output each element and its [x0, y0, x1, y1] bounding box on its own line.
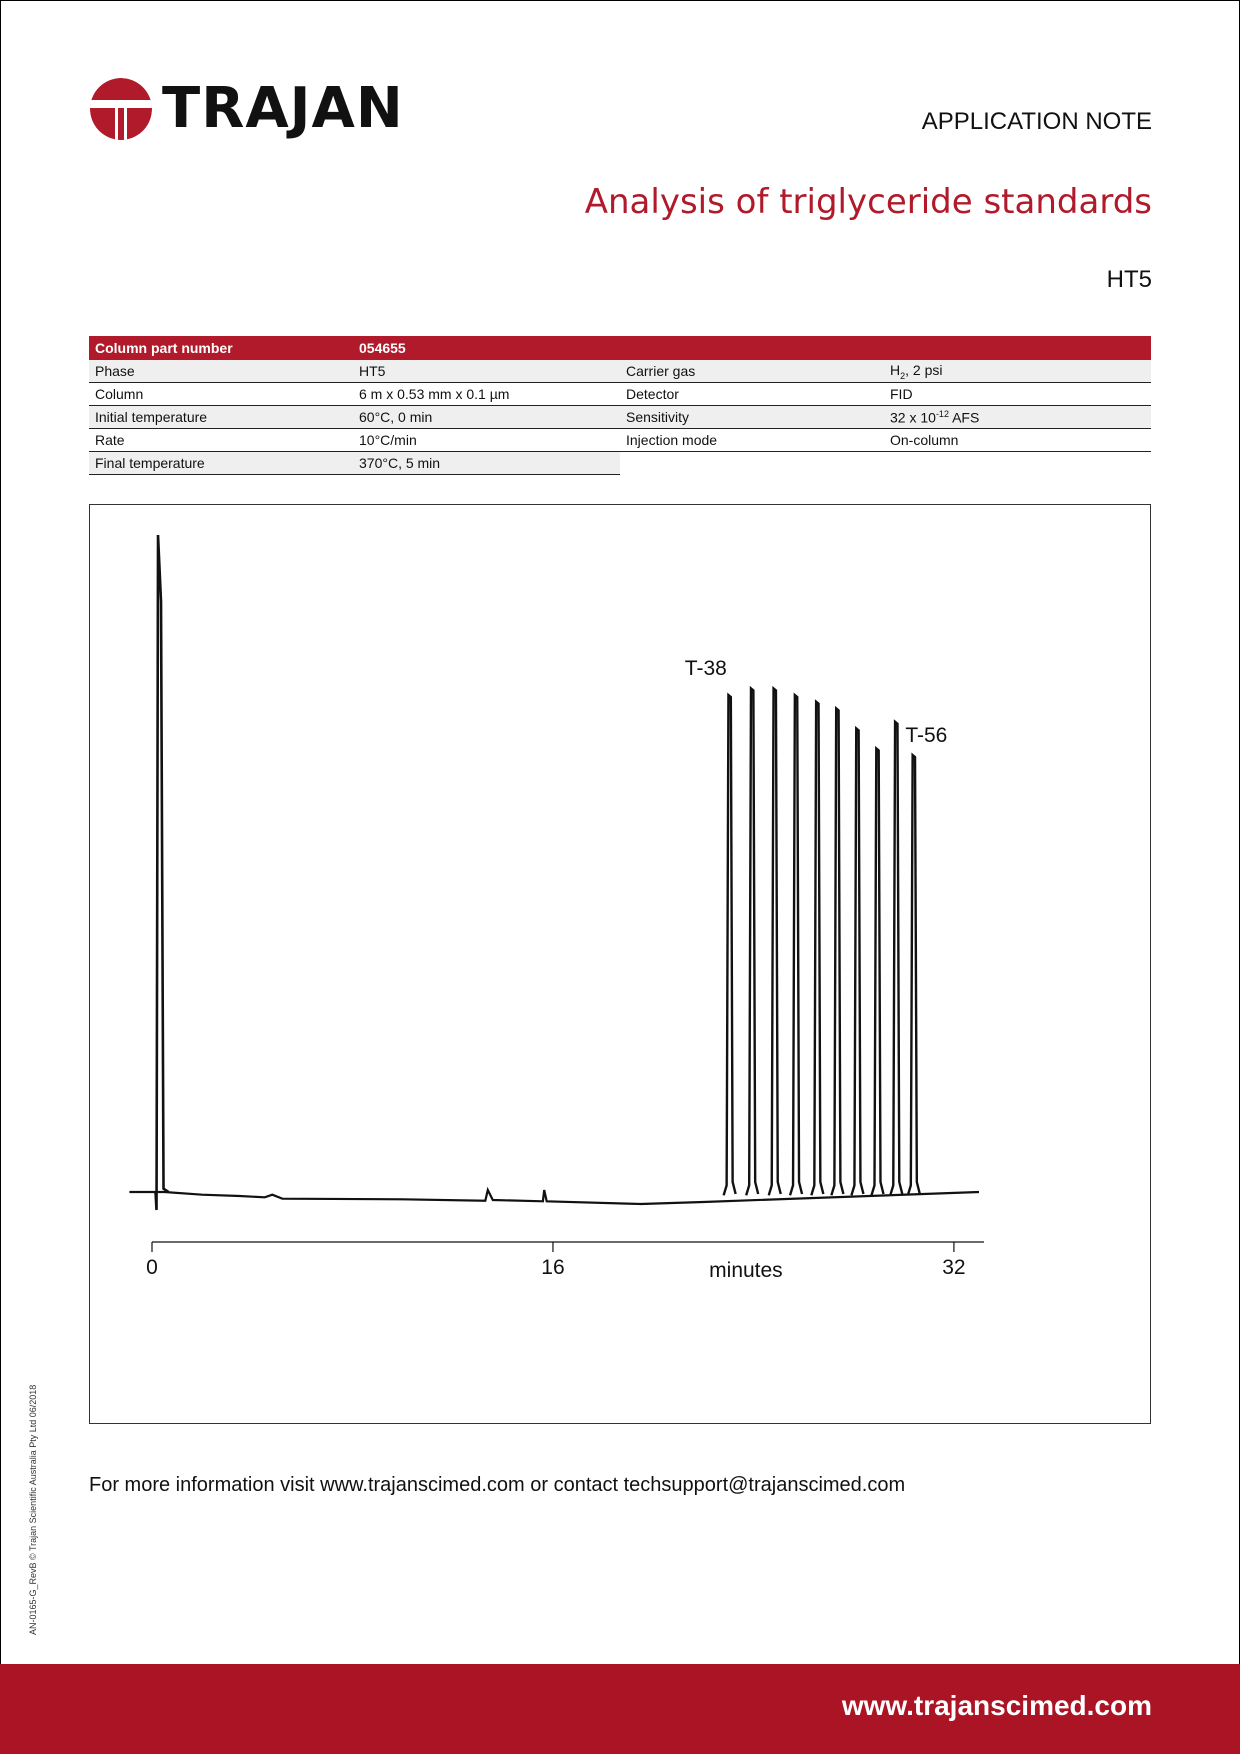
chromatogram-peak [769, 688, 781, 1195]
footer-bar [0, 1664, 1240, 1754]
chromatogram-peak [871, 748, 883, 1195]
spec-label: Sensitivity [626, 409, 690, 425]
page-subtitle: HT5 [1106, 266, 1152, 293]
spec-value [884, 409, 1151, 426]
spec-label: Carrier gas [626, 363, 696, 379]
chromatogram-peak [908, 755, 920, 1195]
x-axis-ticks [146, 1242, 965, 1279]
chromatogram-peak [890, 722, 902, 1196]
chromatogram-peak [831, 708, 843, 1195]
chromatogram-peak [724, 695, 736, 1195]
spec-table-header [89, 336, 1151, 360]
trajan-logo [90, 78, 404, 140]
document-type: APPLICATION NOTE [921, 108, 1152, 135]
spec-value: FID [890, 386, 913, 402]
spec-label: Detector [626, 386, 679, 402]
spec-label: Rate [95, 432, 125, 448]
spec-value: HT5 [359, 363, 386, 379]
carrier-gas-rest: , 2 psi [905, 361, 943, 378]
spec-value: 60°C, 0 min [359, 409, 433, 425]
spec-label: Final temperature [95, 455, 205, 471]
chromatogram-traces [129, 535, 979, 1210]
x-tick-label: 0 [146, 1256, 158, 1279]
spec-label: Injection mode [626, 432, 718, 448]
chromatogram-peak [851, 728, 863, 1195]
x-axis-label: minutes [709, 1259, 783, 1282]
sensitivity-rest: AFS [948, 409, 980, 426]
trajan-t-logo-icon [90, 78, 152, 140]
carrier-gas-subscript: 2 [900, 370, 906, 381]
spec-label: Phase [95, 363, 135, 379]
spec-row [89, 406, 1151, 429]
chromatogram-peak [746, 688, 758, 1195]
spec-row [89, 429, 1151, 452]
spec-label: Initial temperature [95, 409, 208, 425]
website-link[interactable]: www.trajanscimed.com [841, 1690, 1152, 1721]
column-part-number-value: 054655 [359, 340, 406, 356]
sensitivity-main: 32 x 10 [890, 409, 936, 426]
chromatogram-svg [90, 505, 1150, 1423]
chromatogram-peak [790, 695, 802, 1195]
spec-value: On-column [890, 432, 959, 448]
document-code: AN-0165-G_RevB © Trajan Scientific Australia Pty Ltd 06/2018 [28, 1384, 38, 1635]
spec-row [89, 452, 620, 475]
brand-name: TRAJAN [162, 76, 404, 141]
spec-label: Column [95, 386, 144, 402]
spec-value: 6 m x 0.53 mm x 0.1 µm [359, 386, 510, 402]
chromatogram-peak [811, 702, 823, 1196]
peak-label: T-38 [684, 657, 727, 681]
sensitivity-exponent: -12 [935, 408, 949, 419]
spec-value [884, 362, 1151, 381]
carrier-gas-main: H [890, 361, 901, 378]
spec-row [89, 360, 1151, 383]
chromatogram [89, 504, 1151, 1424]
x-tick-label: 16 [541, 1256, 565, 1279]
solvent-peak [156, 535, 169, 1210]
page-title: Analysis of triglyceride standards [584, 182, 1152, 222]
spec-table [89, 336, 1151, 475]
spec-value: 370°C, 5 min [359, 455, 441, 471]
peak-label: T-56 [905, 723, 948, 747]
x-tick-label: 32 [942, 1256, 966, 1279]
spec-value: 10°C/min [359, 432, 417, 448]
contact-info: For more information visit www.trajanscimed.com or contact techsupport@trajanscimed.com [89, 1474, 906, 1496]
spec-row [89, 383, 1151, 406]
column-part-number-label: Column part number [95, 340, 233, 356]
